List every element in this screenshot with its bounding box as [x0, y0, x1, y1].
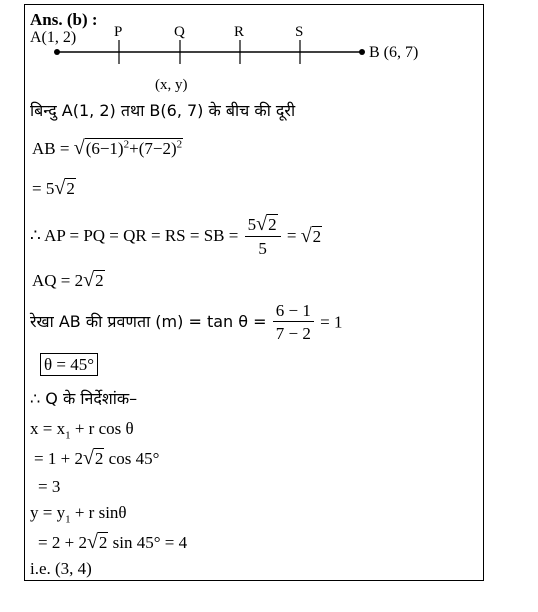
label-r: R	[234, 24, 245, 40]
answer-label: Ans. (b) :	[30, 10, 98, 29]
point-a-dot	[54, 49, 60, 55]
ab-radical: $√(6-1)^2+(7-2)^2$	[73, 137, 183, 159]
ab-result: = 5√2	[32, 177, 75, 199]
slope-fraction: $\frac{6 - 1}{7 - 2}$	[273, 302, 314, 342]
y-step: = 2 + 2√2 sin 45° = 4	[38, 531, 188, 553]
distance-sentence: बिन्दु A(1, 2) तथा B(6, 7) के बीच की दूरी	[30, 101, 296, 120]
theta-result: θ = 45°	[40, 356, 98, 373]
label-p: P	[114, 24, 123, 40]
ab-formula: AB = $√(6-1)^2+(7-2)^2$	[32, 137, 183, 159]
y-formula: $y = y_1 + r$ sinθ	[30, 503, 127, 526]
q-coordinates-heading: ∴ Q के निर्देशांक–	[30, 389, 138, 408]
segments-equation: ∴ AP = PQ = QR = RS = SB = $\frac{5√2}{5}$ = √2	[30, 213, 322, 258]
x-step: = 1 + 2√2 cos 45°	[34, 447, 160, 469]
x-formula: $x = x_1 + r$ cos θ	[30, 419, 134, 442]
point-b-dot	[359, 49, 365, 55]
label-a: A(1, 2)	[30, 29, 77, 46]
x-result: = 3	[38, 477, 61, 496]
aq-equation: AQ = 2√2	[32, 269, 104, 291]
label-b: B (6, 7)	[369, 44, 419, 61]
label-q: Q	[174, 24, 185, 40]
label-s: S	[295, 24, 304, 40]
segment-fraction: $\frac{5√2}{5}$	[245, 214, 281, 257]
slope-equation: रेखा AB की प्रवणता (m) = tan θ = $\frac{6 - 1}{7 - 2}$ = 1	[30, 301, 343, 343]
label-q-coords: (x, y)	[155, 77, 188, 93]
final-answer: i.e. (3, 4)	[30, 559, 92, 578]
